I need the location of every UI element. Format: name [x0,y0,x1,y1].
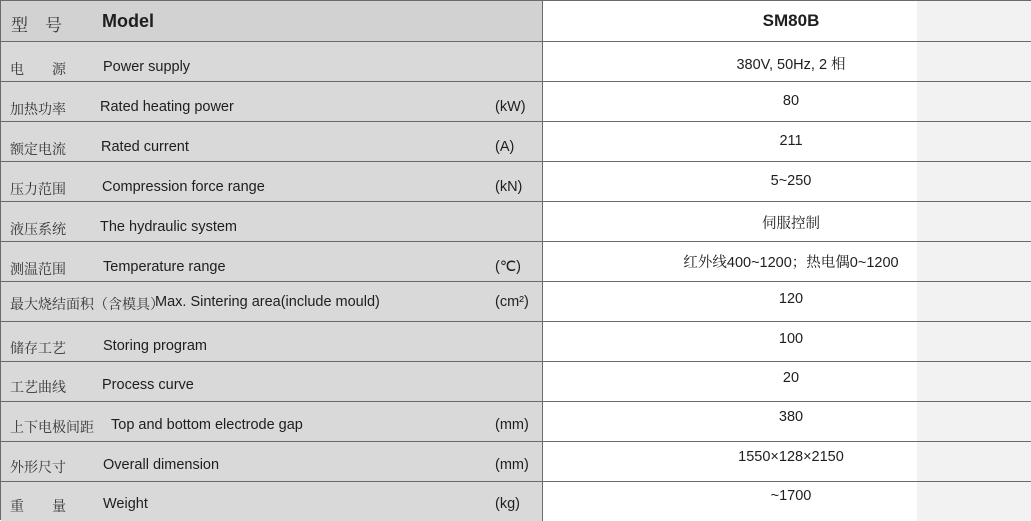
row-unit: (A) [495,139,515,155]
header-row [1,1,1031,42]
row-cn-label: 储存工艺 [10,341,66,357]
row-cn-label: 液压系统 [10,222,66,238]
row-cn-label: 加热功率 [10,102,66,118]
row-value: 211 [779,133,803,149]
row-cn-label: 上下电极间距 [10,420,94,436]
row-cn-label: 工艺曲线 [10,380,66,396]
table-row [1,402,1031,442]
row-en-label: Storing program [103,338,207,354]
table-row [1,162,1031,202]
row-value: 红外线400~1200；热电偶0~1200 [683,255,899,271]
table-row [1,322,1031,362]
table-row [1,82,1031,122]
row-value: 380 [778,409,804,425]
table-row [1,482,1031,521]
row-en-label: Max. Sintering area(include mould) [155,294,380,310]
table-row [1,282,1031,322]
row-en-label: Power supply [103,59,191,75]
row-value: 120 [778,291,804,307]
row-value: 80 [782,93,800,109]
row-en-label: Rated current [101,139,189,155]
row-unit: (mm) [495,417,529,433]
header-en-label: Model [102,11,154,31]
row-en-label: Rated heating power [100,99,234,115]
row-en-label: Top and bottom electrode gap [111,417,303,433]
table-row [1,242,1031,282]
row-cn-label: 外形尺寸 [10,460,66,476]
row-unit: (kN) [495,179,523,195]
row-value: 20 [782,370,800,386]
row-cn-label: 最大烧结面积（含模具） [10,297,164,313]
row-value: 5~250 [770,173,812,189]
row-cn-label: 重 量 [10,499,66,515]
row-unit: (kW) [495,99,526,115]
row-en-label: The hydraulic system [100,219,237,235]
row-value: ~1700 [770,488,812,504]
row-value: 伺服控制 [762,216,820,232]
row-cn-label: 压力范围 [10,182,66,198]
row-en-label: Overall dimension [103,457,220,473]
row-unit: (cm²) [495,294,529,310]
row-value: 100 [778,331,804,347]
row-en-label: Compression force range [102,179,265,195]
table-row [1,362,1031,402]
table-row [1,442,1031,482]
header-label-cell [1,1,543,41]
row-cn-label: 额定电流 [10,142,66,158]
row-en-label: Weight [103,496,148,512]
table-row [1,202,1031,242]
header-cn-label: 型 号 [11,16,62,36]
row-unit: (kg) [495,496,520,512]
model-value: SM80B [762,11,820,30]
row-unit: (℃) [495,259,521,275]
table-row [1,42,1031,82]
row-cn-label: 测温范围 [10,262,66,278]
row-en-label: Temperature range [103,259,226,275]
row-value: 1550×128×2150 [738,449,844,465]
row-en-label: Process curve [102,377,194,393]
row-unit: (mm) [495,457,529,473]
row-cn-label: 电 源 [10,62,66,78]
header-value-cell [543,1,1031,41]
table-row [1,122,1031,162]
row-value: 380V, 50Hz, 2 相 [736,57,846,73]
